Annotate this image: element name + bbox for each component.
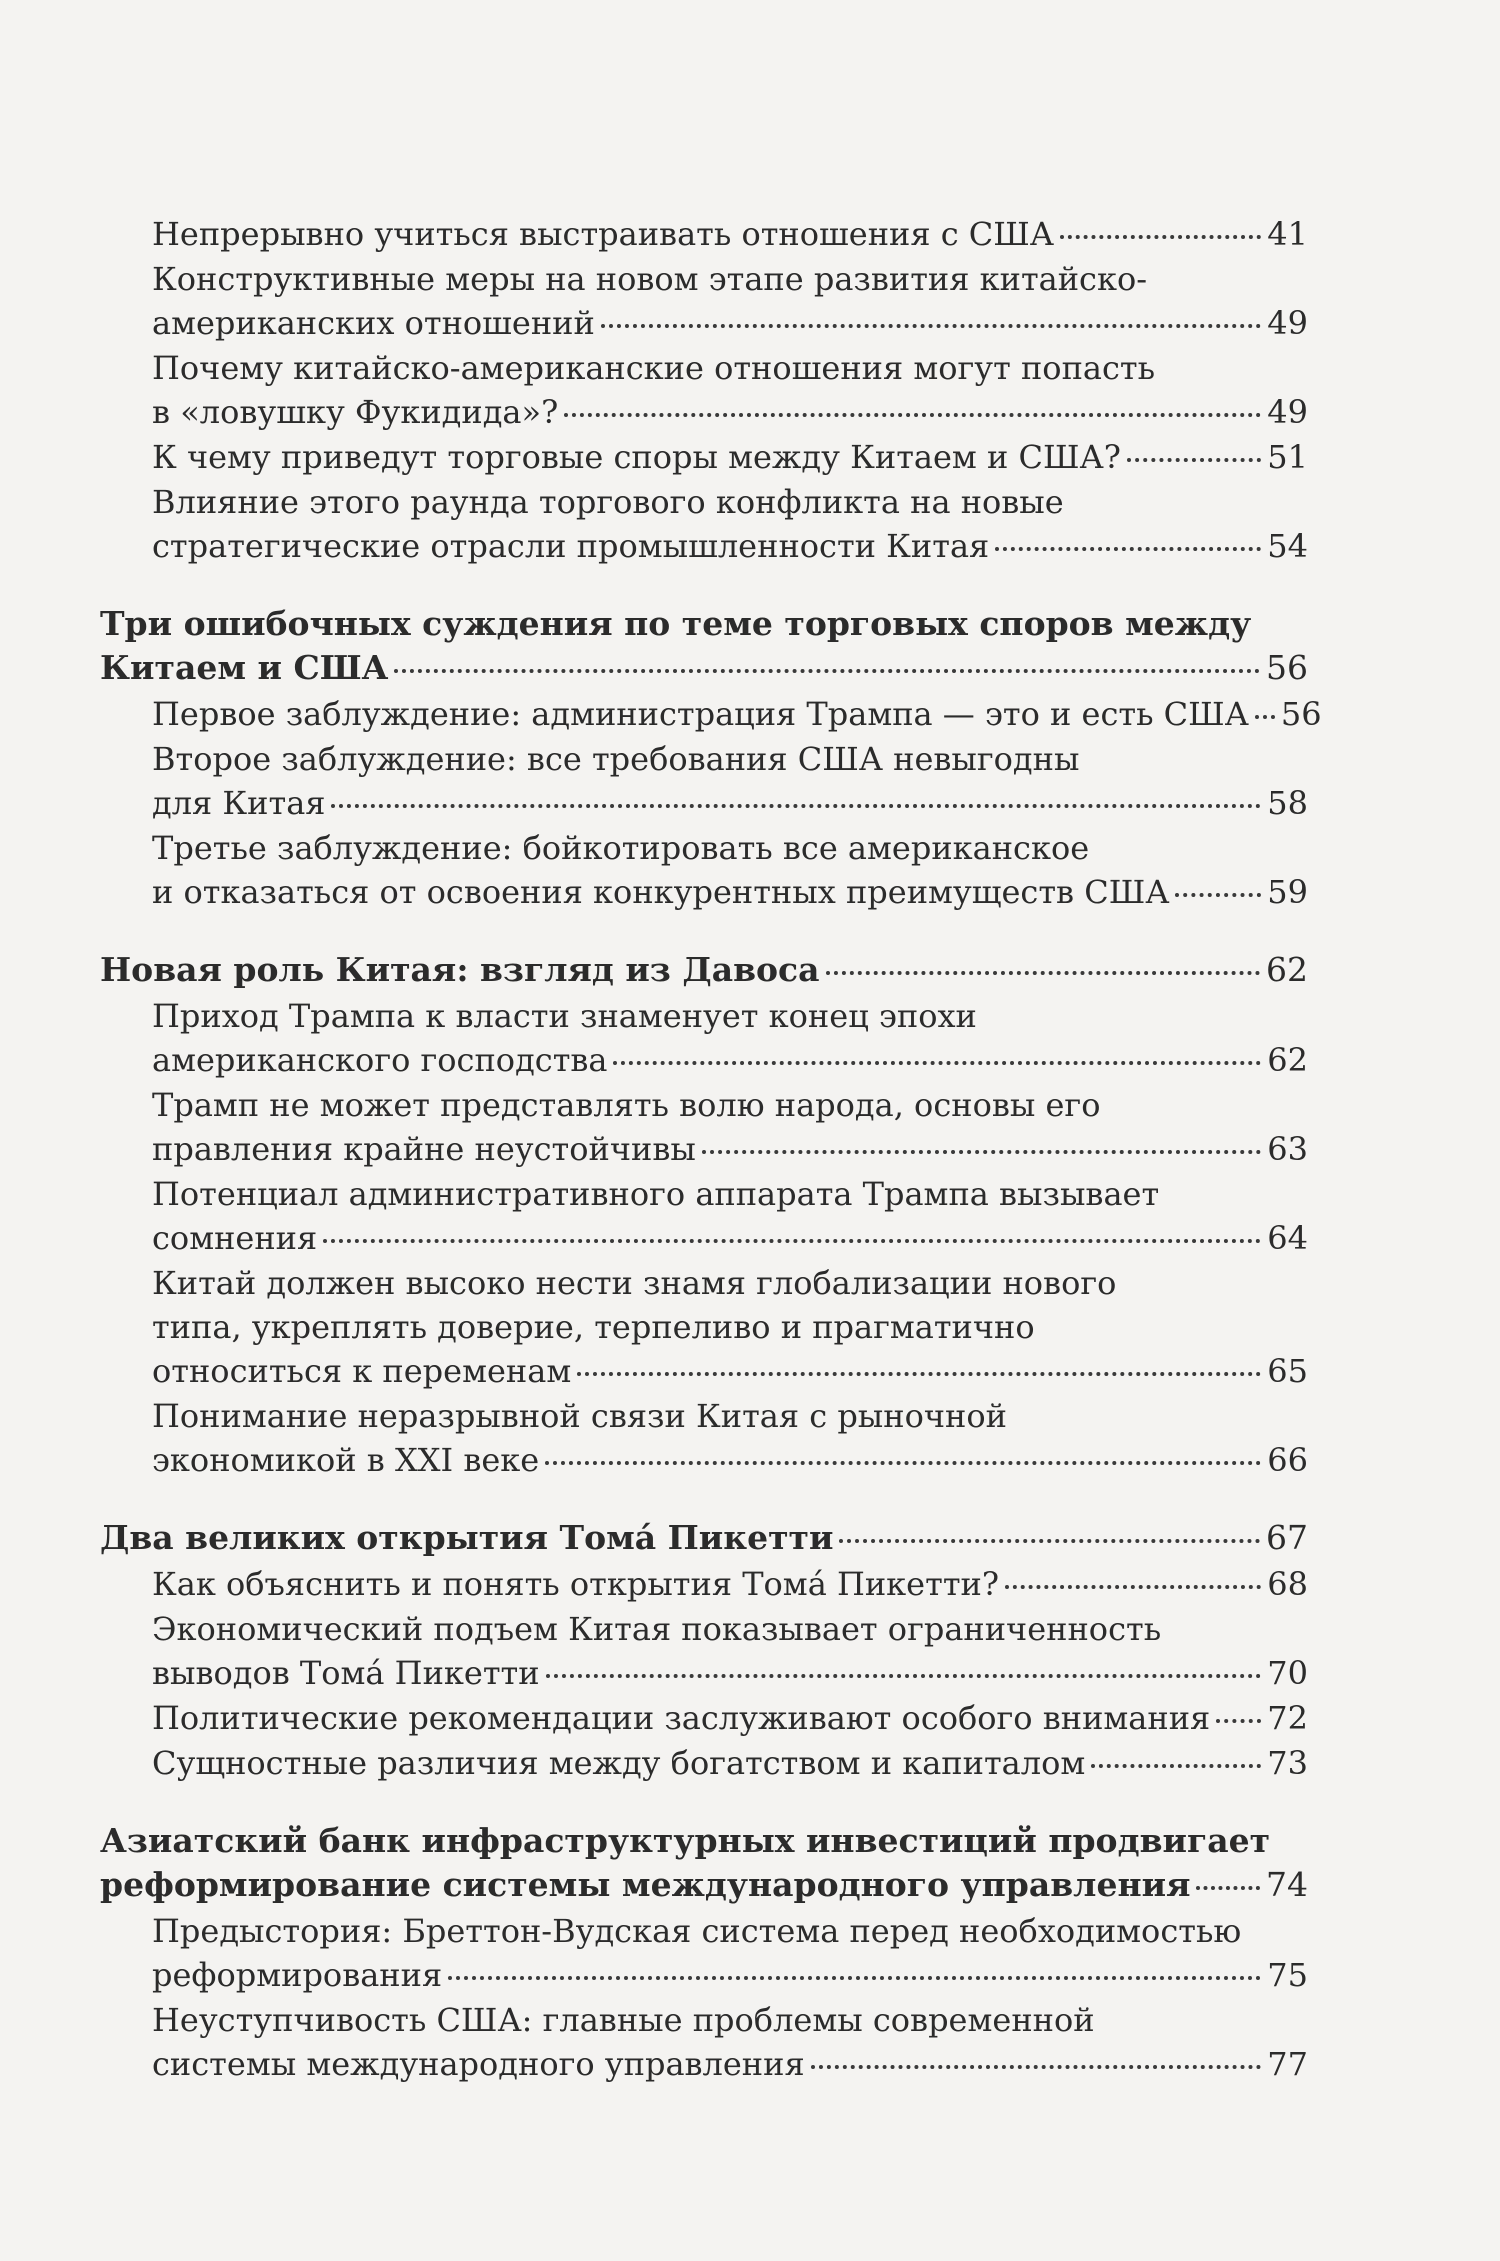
- toc-entry-line: [100, 1998, 1308, 2042]
- toc-subentry[interactable]: [100, 480, 1308, 568]
- toc-subentry[interactable]: [100, 1261, 1308, 1393]
- toc-entry-title: Трамп не может представлять волю народа, основы его: [152, 1086, 1101, 1124]
- page-number: 41: [1267, 215, 1308, 253]
- toc-subentry[interactable]: [100, 1998, 1308, 2086]
- toc-entry-line: [100, 1038, 1308, 1082]
- page-number: 59: [1267, 873, 1308, 911]
- toc-entry-title: относиться к переменам: [152, 1352, 572, 1390]
- dot-leader: [394, 669, 1260, 673]
- toc-subentry[interactable]: [100, 737, 1308, 825]
- toc-entry-line: [100, 1696, 1308, 1740]
- page-number: 67: [1266, 1518, 1308, 1557]
- toc-entry-title: реформирования: [152, 1956, 443, 1994]
- toc-entry-title: типа, укреплять доверие, терпеливо и прагматично: [152, 1308, 1035, 1346]
- toc-subentry[interactable]: [100, 257, 1308, 345]
- toc-entry-line: [100, 2042, 1308, 2086]
- toc-chapter-entry[interactable]: [100, 1516, 1308, 1560]
- toc-entry-line: [100, 1438, 1308, 1482]
- toc-entry-title: Сущностные различия между богатством и капиталом: [152, 1744, 1086, 1782]
- toc-subentries: [100, 692, 1322, 914]
- toc-entry-line: [100, 435, 1308, 479]
- toc-entry-title: Влияние этого раунда торгового конфликта на новые: [152, 483, 1064, 521]
- toc-section: [100, 602, 1322, 914]
- dot-leader: [546, 1674, 1262, 1678]
- toc-entry-line: [100, 826, 1308, 870]
- toc-entry-title: реформирование системы международного управления: [100, 1865, 1191, 1904]
- toc-entry-line: [100, 1127, 1308, 1171]
- page-number: 56: [1266, 648, 1308, 687]
- dot-leader: [826, 971, 1261, 975]
- dot-leader: [811, 2065, 1262, 2069]
- toc-entry-title: Экономический подъем Китая показывает ограниченность: [152, 1610, 1162, 1648]
- dot-leader: [1005, 1585, 1261, 1589]
- toc-entry-title: Конструктивные меры на новом этапе развития китайско-: [152, 260, 1148, 298]
- toc-entry-title: Китай должен высоко нести знамя глобализации нового: [152, 1264, 1117, 1302]
- toc-entry-title: для Китая: [152, 784, 326, 822]
- toc-entry-line: [100, 994, 1308, 1038]
- page-number: 65: [1267, 1352, 1308, 1390]
- toc-subentries: [100, 212, 1308, 568]
- toc-entry-title: сомнения: [152, 1219, 318, 1257]
- dot-leader: [1255, 715, 1275, 719]
- toc-entry-line: [100, 1305, 1308, 1349]
- toc-entry-line: [100, 737, 1308, 781]
- dot-leader: [702, 1150, 1261, 1154]
- toc-entry-title: американского господства: [152, 1041, 608, 1079]
- page-number: 62: [1267, 1041, 1308, 1079]
- dot-leader: [839, 1539, 1260, 1543]
- toc-entry-line: [100, 1083, 1308, 1127]
- toc-entry-title: стратегические отрасли промышленности Китая: [152, 527, 990, 565]
- toc-section: [100, 1516, 1308, 1785]
- toc-entry-title: системы международного управления: [152, 2045, 805, 2083]
- toc-entry-line: [100, 1216, 1308, 1260]
- toc-entry-line: [100, 1607, 1308, 1651]
- page-number: 68: [1267, 1565, 1308, 1603]
- dot-leader: [331, 804, 1261, 808]
- toc-entry-title: Политические рекомендации заслуживают особого внимания: [152, 1699, 1211, 1737]
- toc-entry-title: Китаем и США: [100, 648, 389, 687]
- toc-entry-title: Три ошибочных суждения по теме торговых споров между: [100, 604, 1252, 643]
- toc-subentry[interactable]: [100, 1909, 1308, 1997]
- toc-subentry[interactable]: [100, 1394, 1308, 1482]
- toc-entry-title: К чему приведут торговые споры между Китаем и США?: [152, 438, 1121, 476]
- page-number: 72: [1267, 1699, 1308, 1737]
- dot-leader: [995, 547, 1261, 551]
- toc-subentry[interactable]: [100, 1607, 1308, 1695]
- dot-leader: [323, 1239, 1261, 1243]
- dot-leader: [1060, 235, 1261, 239]
- dot-leader: [613, 1061, 1261, 1065]
- toc-entry-line: [100, 1909, 1308, 1953]
- toc-entry-title: Как объяснить и понять открытия Томá Пикетти?: [152, 1565, 999, 1603]
- page-number: 73: [1267, 1744, 1308, 1782]
- toc-entry-title: Предыстория: Бреттон-Вудская система перед необходимостью: [152, 1912, 1242, 1950]
- toc-entry-line: [100, 1172, 1308, 1216]
- toc-entry-line: [100, 1394, 1308, 1438]
- toc-entry-line: [100, 781, 1308, 825]
- page-number: 58: [1267, 784, 1308, 822]
- toc-entry-line: [100, 390, 1308, 434]
- page-number: 66: [1267, 1441, 1308, 1479]
- toc-subentry[interactable]: [100, 1741, 1308, 1785]
- toc-chapter-entry[interactable]: [100, 1819, 1308, 1907]
- page-number: 64: [1267, 1219, 1308, 1257]
- toc-subentry[interactable]: [100, 1083, 1308, 1171]
- page-number: 51: [1267, 438, 1308, 476]
- page-number: 49: [1267, 393, 1308, 431]
- page-number: 54: [1267, 527, 1308, 565]
- toc-entry-title: Второе заблуждение: все требования США невыгодны: [152, 740, 1080, 778]
- toc-entry-title: Непрерывно учиться выстраивать отношения с США: [152, 215, 1055, 253]
- toc-entry-line: [100, 1651, 1308, 1695]
- toc-entry-line: [100, 1863, 1308, 1907]
- toc-subentry[interactable]: [100, 1172, 1308, 1260]
- page-number: 70: [1267, 1654, 1308, 1692]
- toc-entry-title: правления крайне неустойчивы: [152, 1130, 696, 1168]
- page-number: 77: [1267, 2045, 1308, 2083]
- toc-subentry[interactable]: [100, 826, 1308, 914]
- toc-subentry[interactable]: [100, 994, 1308, 1082]
- toc-entry-title: и отказаться от освоения конкурентных преимуществ США: [152, 873, 1170, 911]
- toc-entry-line: [100, 870, 1308, 914]
- toc-subentry[interactable]: [100, 692, 1322, 736]
- toc-entry-title: Два великих открытия Томá Пикетти: [100, 1518, 834, 1557]
- toc-entry-line: [100, 480, 1308, 524]
- toc-entry-line: [100, 524, 1308, 568]
- toc-section: [100, 1819, 1308, 2086]
- toc-subentries: [100, 1562, 1308, 1785]
- toc-entry-line: [100, 1261, 1308, 1305]
- toc-entry-title: экономикой в XXI веке: [152, 1441, 540, 1479]
- dot-leader: [601, 324, 1261, 328]
- toc-entry-line: [100, 1953, 1308, 1997]
- toc-entry-title: в «ловушку Фукидида»?: [152, 393, 559, 431]
- toc-entry-title: Понимание неразрывной связи Китая с рыночной: [152, 1397, 1007, 1435]
- toc-entry-line: [100, 1349, 1308, 1393]
- toc-subentries: [100, 1909, 1308, 2086]
- page-number: 62: [1266, 950, 1308, 989]
- dot-leader: [1196, 1886, 1260, 1890]
- toc-entry-line: [100, 301, 1308, 345]
- toc-subentry[interactable]: [100, 435, 1308, 479]
- page-number: 63: [1267, 1130, 1308, 1168]
- toc-entry-title: выводов Томá Пикетти: [152, 1654, 540, 1692]
- page-number: 49: [1267, 304, 1308, 342]
- toc-subentry[interactable]: [100, 346, 1308, 434]
- dot-leader: [448, 1976, 1261, 1980]
- toc-entry-line: [100, 1516, 1308, 1560]
- toc-entry-title: Приход Трампа к власти знаменует конец эпохи: [152, 997, 977, 1035]
- page-number: 75: [1267, 1956, 1308, 1994]
- dot-leader: [1175, 893, 1261, 897]
- dot-leader: [545, 1461, 1261, 1465]
- toc-entry-line: [100, 1741, 1308, 1785]
- toc-entry-title: Неуступчивость США: главные проблемы современной: [152, 2001, 1095, 2039]
- toc-subentry[interactable]: [100, 1562, 1308, 1606]
- toc-section: [100, 212, 1308, 568]
- toc-subentry[interactable]: [100, 212, 1308, 256]
- toc-entry-line: [100, 602, 1308, 646]
- toc-subentries: [100, 994, 1308, 1482]
- toc-entry-line: [100, 212, 1308, 256]
- toc-entry-line: [100, 646, 1308, 690]
- dot-leader: [564, 413, 1261, 417]
- toc-entry-title: Первое заблуждение: администрация Трампа — это и есть США: [152, 695, 1249, 733]
- page-number: 56: [1280, 695, 1322, 733]
- toc-entry-line: [100, 257, 1308, 301]
- table-of-contents: [100, 212, 1322, 2120]
- dot-leader: [1127, 458, 1261, 462]
- toc-entry-title: Азиатский банк инфраструктурных инвестиций продвигает: [100, 1821, 1271, 1860]
- dot-leader: [1216, 1719, 1261, 1723]
- toc-entry-title: Новая роль Китая: взгляд из Давоса: [100, 950, 820, 989]
- toc-entry-title: Третье заблуждение: бойкотировать все американское: [152, 829, 1090, 867]
- toc-entry-line: [100, 948, 1308, 992]
- toc-chapter-entry[interactable]: [100, 602, 1308, 690]
- toc-chapter-entry[interactable]: [100, 948, 1308, 992]
- dot-leader: [1091, 1764, 1261, 1768]
- toc-entry-title: Потенциал административного аппарата Трампа вызывает: [152, 1175, 1160, 1213]
- toc-entry-line: [100, 692, 1322, 736]
- toc-section: [100, 948, 1308, 1482]
- toc-subentry[interactable]: [100, 1696, 1308, 1740]
- toc-entry-line: [100, 1562, 1308, 1606]
- page-number: 74: [1266, 1865, 1308, 1904]
- dot-leader: [577, 1372, 1261, 1376]
- toc-entry-line: [100, 346, 1308, 390]
- toc-entry-title: американских отношений: [152, 304, 595, 342]
- toc-entry-title: Почему китайско-американские отношения могут попасть: [152, 349, 1156, 387]
- toc-entry-line: [100, 1819, 1308, 1863]
